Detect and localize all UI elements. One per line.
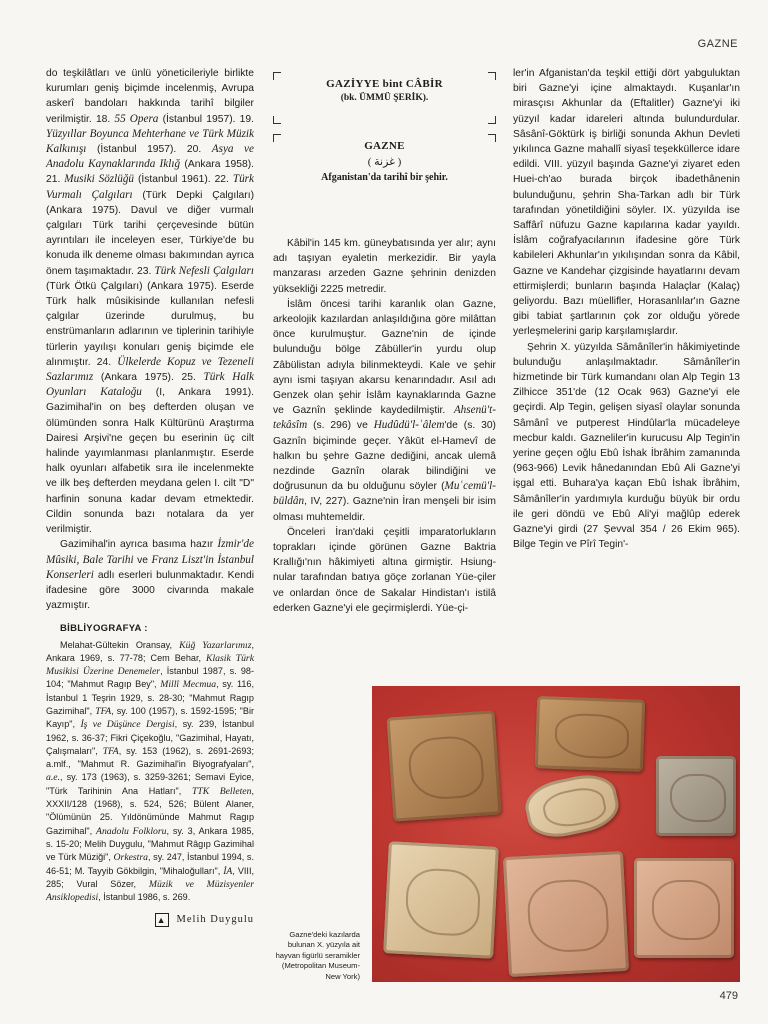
headword-gazne-arabic: ( غزنة ) (367, 156, 402, 168)
italic-title: Anadolu Folkloru (96, 825, 167, 837)
tile-lion (387, 710, 502, 821)
italic-title: TTK Belleten (191, 785, 252, 797)
italic-title: Hudûdü'l-ʿâlem (373, 419, 445, 432)
italic-title: TFA (102, 745, 119, 757)
italic-title: TFA (95, 706, 112, 717)
italic-title: Franz Liszt'in İstanbul Konserleri (46, 553, 255, 581)
running-head: GAZNE (697, 38, 738, 50)
italic-title: Türk Nefesli Çalgıları (154, 264, 254, 277)
tile-bird (656, 756, 736, 836)
page-number: 479 (719, 990, 738, 1002)
tile-ram (383, 841, 499, 959)
tile-beast (634, 858, 734, 958)
paragraph-empires: Önceleri İran'daki çeşitli imparatorlukların toprakları içinde görünen Gazne Baktria Krallığı'nın hâkimiyeti altına girmiştir. Hsiung-nular tarafından batıya göçe zorlanan Yüe-çiler ve onlardan önce de Sakalar Hindistan'ı istilâ ederken Gazne'yi ele geçirmişlerdi. Yüe-çi- (273, 526, 496, 614)
paragraph-unpublished-works: Gazimihal'in ayrıca basıma hazır İzmir'de Mûsiki, Bale Tarihi ve Franz Liszt'in İstanbul Konserleri adlı eserleri bulunmaktadır. Kendi ifadesine göre 3000 civarında makale yazmıştır. (46, 538, 255, 612)
italic-title: Müzik ve Müzisyenler Ansiklopedisi (46, 878, 255, 904)
headword-gazne-definition: Afganistan'da tarihî bir şehir. (321, 172, 448, 183)
paragraph-opera-works: do teşkilâtları ve ünlü yöneticileriyle birlikte kurumları geniş biçimde incelenmiş, Avrupa askerî bandoları hakkında tarihî bilgiler verilmiştir. 18. 55 Opera (İstanbul 1957). 19. Yüzyıllar Boyunca Mehterhane ve Türk Müzik Kalkınışı (İstanbul 1957). 20. Asya ve Anadolu Kaynaklarında Iklığ (Ankara 1958). 21. Musiki Sözlüğü (İstanbul 1961). 22. Türk Vurmalı Çalgıları (Türk Depki Çalgıları) (Ankara 1975). Davul ve diğer vurmalı çalgıları Türk tarihi çerçevesinde bütün ayrıntıları ile inceleyen eser, Türkiye'de bu konuda ilk deneme olması bakımından ayrıca önem taşımaktadır. 23. Türk Nefesli Çalgıları (Türk Ötkü Çalgıları) (Ankara 1975). Eserde Türk halk mûsikisinde kullanılan nefesli çalgılar üzerinde durulmuş, bu enstrümanların adlarının ve tiplerinin tarihiyle türlerin yayılışı konuları geniş biçimde ele alınmıştır. 24. Ülkelerde Kopuz ve Tezeneli Sazlarımız (Ankara 1975). 25. Türk Halk Oyunları Kataloğu (I, Ankara 1991). Gazimihal'in on beş defterden oluşan ve ölümünden sonra Halk Kültürünü Araştırma Dairesi Arşivi'ne geçen bu eserinin üç cilt halinde yayımlanması planlanmıştır. Eserde halk oyunları alfabetik sıra ile incelenmekte ve ilk beş defterden meydana gelen I. cilt "D" harfinin sonuna kadar devam etmektedir. Cildin sonunda bazı notalara da yer verilmiştir. (46, 68, 255, 536)
italic-title: Küğ Yazarlarımız (179, 639, 252, 651)
figure-ceramics (268, 686, 740, 982)
paragraph-samanids: Şehrin X. yüzyılda Sâmânîler'in hâkimiyetinde bulunduğu anlaşılmaktadır. Sâmânîler'in hizmetinde bir Türk kumandanı olan Alp Tegin 13 Zilhicce 351'de (12 Ocak 963) Gazne'yi ele geçirdi. Alp Tegin, gelişen siyasî olaylar sonunda Sâmânî ve putperest Hindûlar'la mücadeleye mecbur kaldı. Gazneliler'in kurucusu Alp Tegin'in yerine geçen oğlu Ebû İshak İbrâhim zamanında (963-966) Levik hânedanından Ebû Ali Gazne'yi işgal etti. Buhara'ya kaçan Ebû İshak İbrâhim, Sâmânîler'in yardımıyla kurduğu büyük bir ordu ile geri döndü ve Ebû Ali'yi mağlûp ederek Gazne'yi girdi (27 Şevval 354 / 26 Ekim 965). Bilge Tegin ve Pîrî Tegin'- (513, 341, 740, 551)
author-name: Melih Duygulu (176, 914, 254, 926)
tile-diamond (521, 769, 623, 843)
headword-gazne-title: GAZNE (364, 140, 405, 152)
column-left (46, 66, 254, 928)
italic-title: İş ve Düşünce Dergisi (80, 719, 175, 731)
bibliography-heading: BİBLİYOGRAFYA : (60, 623, 148, 635)
bibliography-text: Melahat-Gültekin Oransay, Küğ Yazarlarımız, Ankara 1969, s. 77-78; Cem Behar, Klasik Türk Musikisi Üzerine Denemeler, İstanbul 1987, s. 98-104; "Mahmut Ragıp Bey", Millî Mecmua, sy. 116, İstanbul 1 Teşrin 1929, s. 28-30; "Mahmut Ragıp Gazimihal", TFA, sy. 100 (1957), s. 1592-1595; "Bir Kayıp", İş ve Düşünce Dergisi, sy. 239, İstanbul 1962, s. 36-37; Fikri Çiçekoğlu, "Gazimihal, Hayatı, Çalışmaları", TFA, sy. 153 (1962), s. 2691-2693; a.mlf., "Mahmut R. Gazimihal'in Biyografyaları", a.e., sy. 173 (1963), s. 3259-3261; Semavi Eyice, "Türk Tarihinin Ana Hatları", TTK Belleten, XXXII/128 (1968), s. 524, 526; Bülent Alaner, "Ölümünün 25. Yıldönümünde Mahmut Ragıp Gazimihal", Anadolu Folkloru, sy. 3, Ankara 1985, s. 15-20; Melih Duygulu, "Mahmut Râgıp Gazimihal ve Türk Müziği", Orkestra, sy. 247, İstanbul 1994, s. 46-51; M. Tayyib Gökbilgin, "Mihaloğulları", İA, VIII, 285; Vural Sözer, Müzik ve Müzisyenler Ansiklopedisi, İstanbul 1986, s. 269. (46, 639, 255, 904)
headword-gaziyye (273, 72, 496, 124)
author-signature (46, 912, 254, 927)
italic-title: Musiki Sözlüğü (64, 173, 135, 186)
headword-gazne (273, 134, 496, 198)
author-mark-icon: ▲ (155, 913, 169, 927)
italic-title: 55 Opera (114, 112, 159, 125)
headword-gaziyye-ref[interactable]: (bk. ÜMMÜ ŞERİK). (340, 93, 429, 103)
italic-title: Türk Halk Oyunları Kataloğu (46, 371, 254, 399)
tile-animal-top (535, 696, 645, 772)
italic-title: Millî Mecmua (160, 679, 217, 691)
ceramic-tiles-photo (372, 686, 740, 982)
italic-title: Yüzyıllar Boyunca Mehterhane ve Türk Müzik Kalkınışı (46, 127, 254, 156)
paragraph-location: Kâbil'in 145 km. güneybatısında yer alır; aynı adı taşıyan eyaletin merkezidir. Bir yayla manzarası arzeden Gazne şehrinin denizden yüksekliği 2225 metredir. (273, 238, 496, 295)
italic-title: Klasik Türk Musikisi Üzerine Denemeler (46, 652, 255, 678)
italic-title: İzmir'de Mûsiki, Bale Tarihi (46, 538, 254, 566)
tile-horse (503, 851, 629, 977)
column-right (513, 66, 740, 553)
italic-title: Ülkelerde Kopuz ve Tezeneli Sazlarımız (46, 355, 254, 384)
figure-caption: Gazne'deki kazılarda bulunan X. yüzyıla ait hayvan figürlü seramikler (Metropolitan Museum-New York) (275, 929, 360, 981)
italic-title: Orkestra (113, 852, 148, 864)
paragraph-pre-islamic: İslâm öncesi tarihi karanlık olan Gazne, arkeolojik kazılardan anlaşıldığına göre milâttan önce kurulmuştur. Gazne'nin de içinde bulunduğu bölge Zâbüller'in yurdu olup Zâbülistan adıyla bilinmekteydi. Kale ve şehir aynı ismi taşıyan akarsu kenarındadır. Asıl adı Genzek olan şehir İslâm kaynaklarında Gazne ve Gaznîn şeklinde kaydedilmiştir. Ahsenü't-tekâsîm (s. 296) ve Hudûdü'l-ʿâlem'de (s. 30) Gaznîn biçiminde geçer. Yâkūt el-Hamevî de halkın bu şehre Gazne dediğini, ancak ulemâ nezdinde Gaznîn olarak bilindiğini ve doğrusunun da bu olduğunu söyler (Muʿcemü'l-büldân, IV, 227). Gazne'nin İran menşeli bir isim olması muhtemeldir. (273, 298, 496, 523)
italic-title: Türk Vurmalı Çalgıları (46, 173, 254, 201)
italic-title: Ahsenü't-tekâsîm (273, 404, 496, 432)
italic-title: Muʿcemü'l-büldân (273, 480, 496, 508)
headword-gaziyye-title: GAZİYYE bint CÂBİR (326, 78, 443, 90)
paragraph-yabgu: ler'in Afganistan'da teşkil ettiği dört yabguluktan biri Gazne'yi içine almaktaydı. Kuşanlar'ın mirasçısı Akhunlar da (Eftalitler) Gazne'yi iki yüzyıl kadar idareleri altında bulundurdular. Sâsânî-Göktürk iş birliği sonunda Akhun Devleti yıkılınca Gazne mahallî siyasî teşekküllerce idare edildi. VIII. yüzyıl başında Gazne'yi ziyaret eden Huei-ch'ao burada birçok ibadethânenin bulunduğunu, şehrin Sha-Tarkan adlı bir Türk tarafından yönetildiğini söyler. IX. yüzyılda ise Saffârî nüfuzu Gazne kapılarına kadar yayıldı. İslâm coğrafyacılarının ifadesine göre Türk kabileleri Akhunlar'ın yıkılışından sonra da Kâbil, Gazne ve Kandehar çizgisinde hayatlarını devam ettirmişlerdi; bunların başında Halaçlar (Kalaç) geliyordu. Bazı müellifler, Horasanlılar'ın Gazne gibi tabiat şartlarının çok zor olduğu yörede yerleşmelerini garip karşılamışlardır. (513, 68, 740, 338)
italic-title: a.e. (46, 772, 60, 784)
italic-title: İA (223, 865, 233, 877)
italic-title: Asya ve Anadolu Kaynaklarında Iklığ (46, 143, 254, 171)
column-middle (273, 236, 496, 616)
